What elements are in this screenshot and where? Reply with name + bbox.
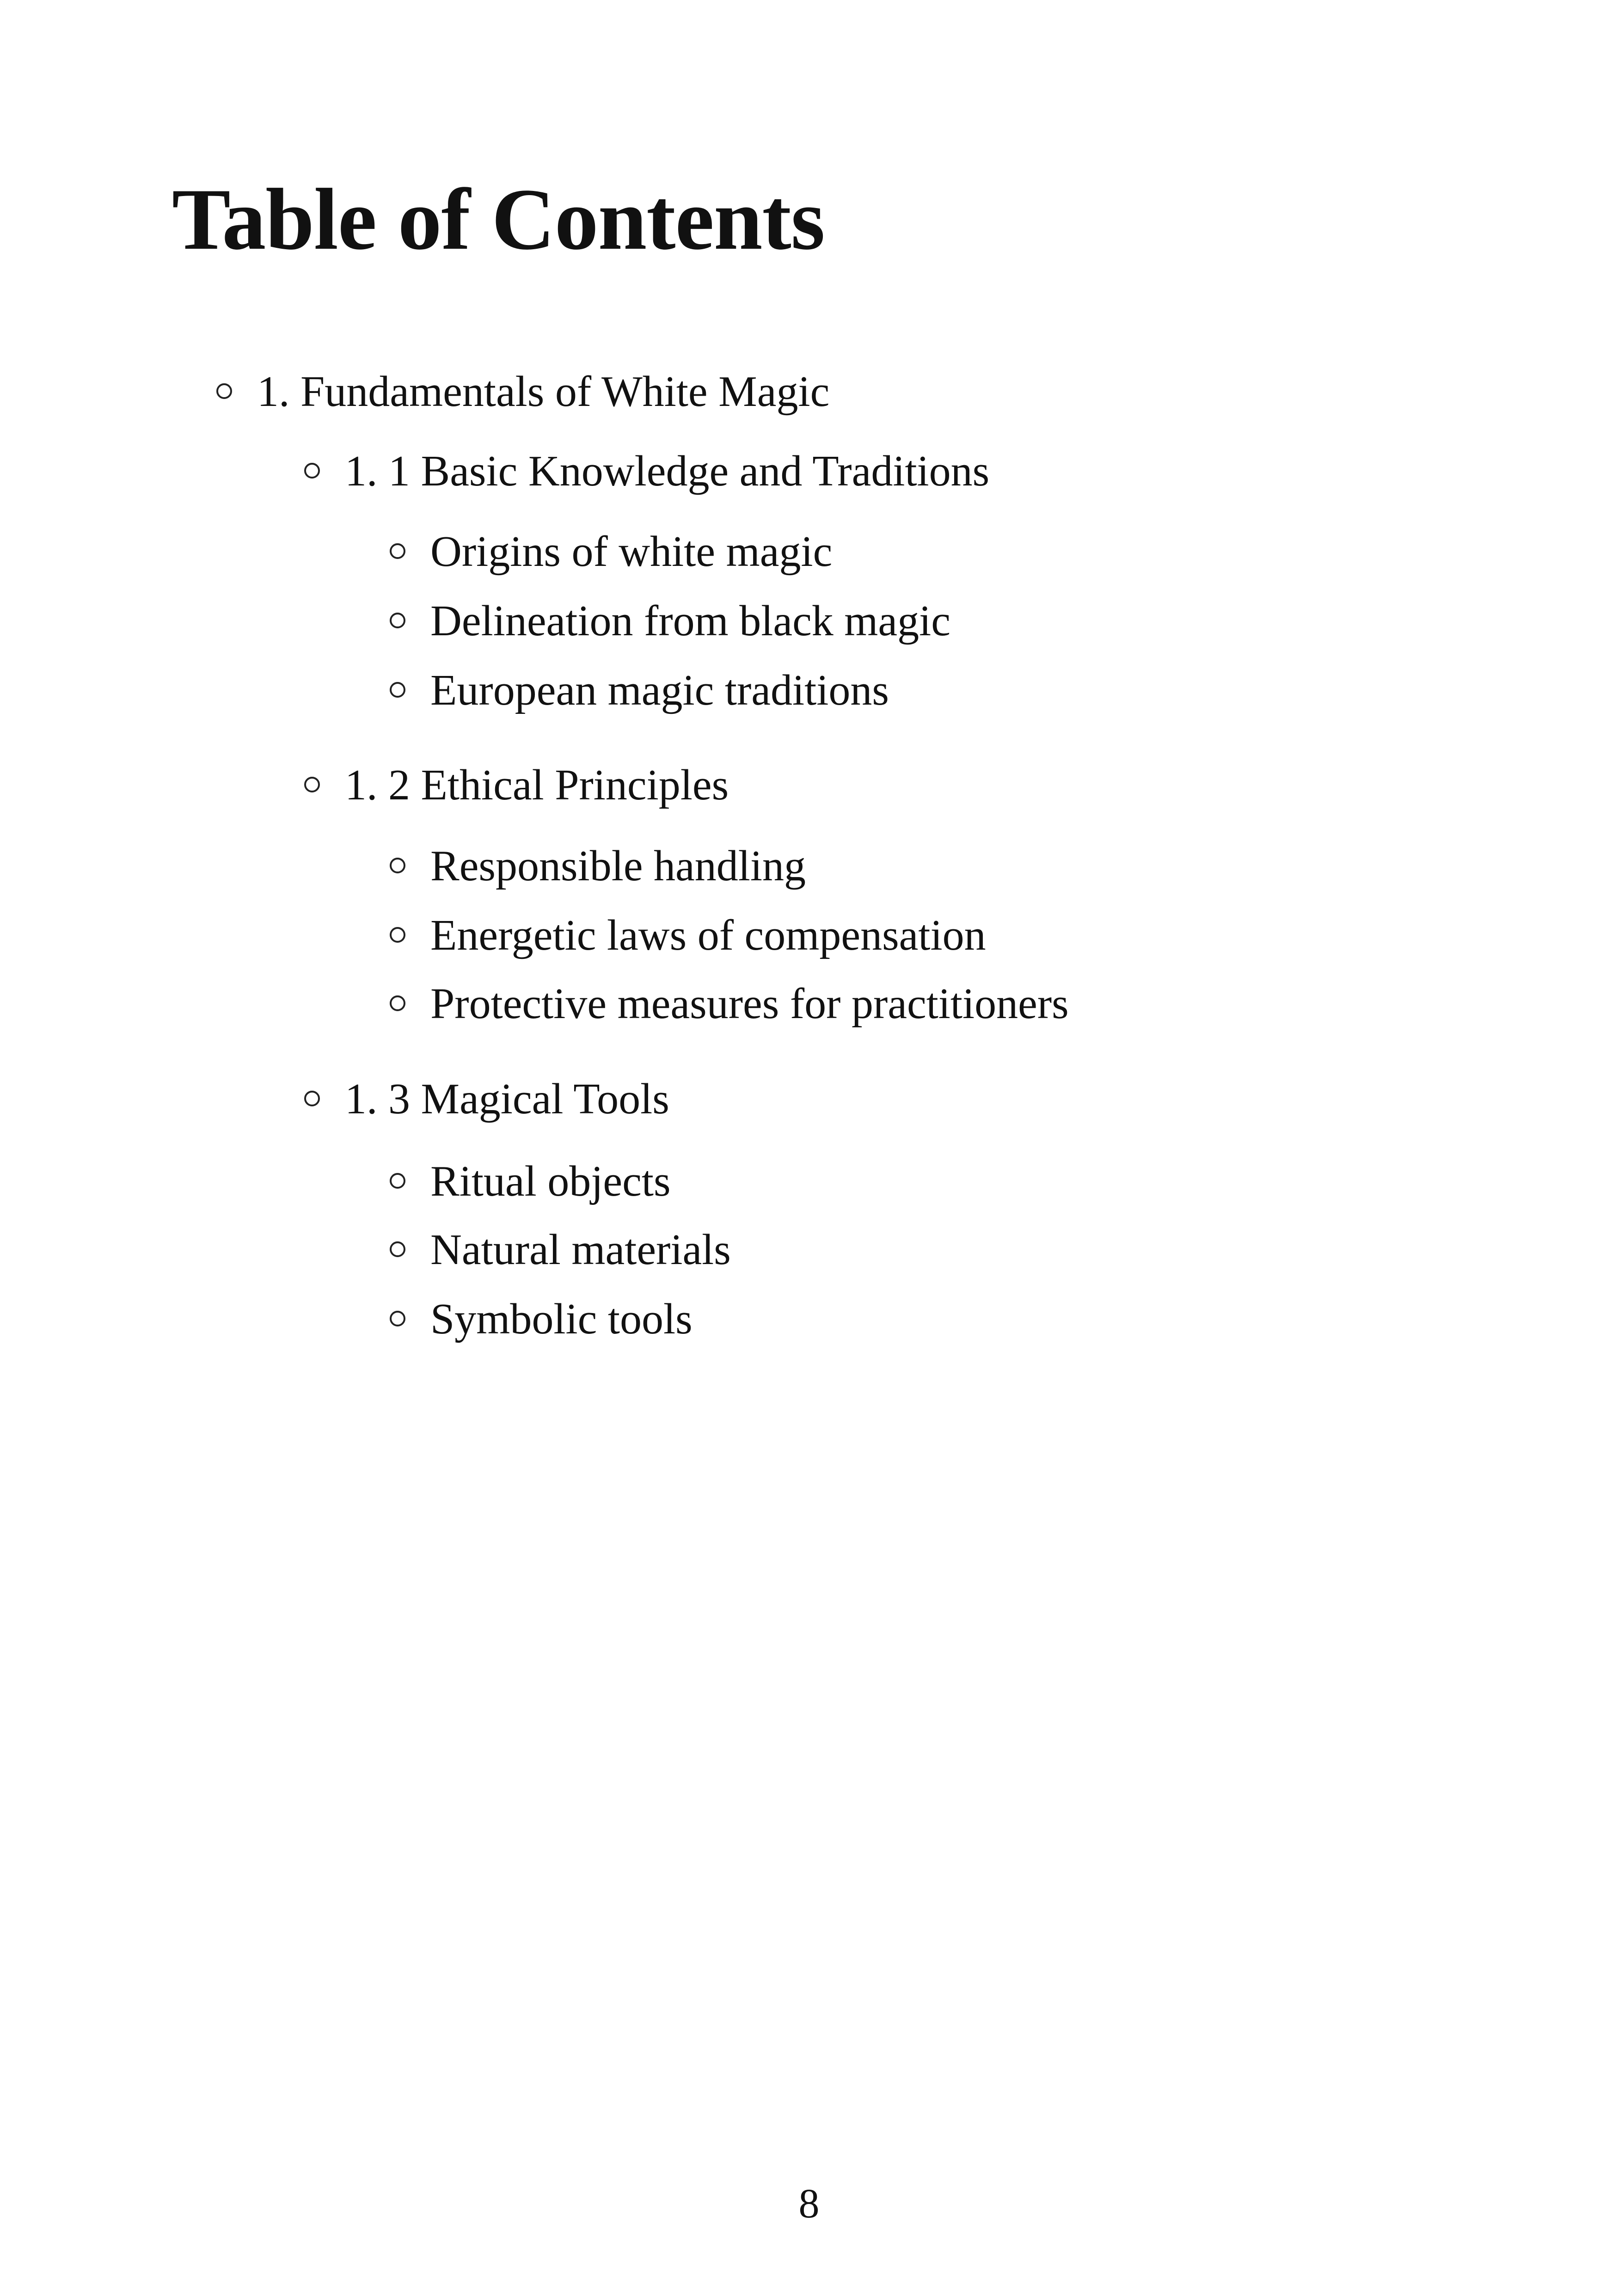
toc-item-entry[interactable]	[390, 1226, 731, 1274]
toc-item-label: Symbolic tools	[430, 1295, 693, 1343]
toc-item-entry[interactable]	[390, 599, 950, 643]
toc-item-label: Responsible handling	[430, 842, 806, 890]
toc-item-label: Protective measures for practitioners	[430, 980, 1069, 1028]
toc-chapter-entry[interactable]	[216, 368, 830, 416]
hollow-circle-bullet-icon	[390, 927, 405, 943]
page-number: 8	[798, 2181, 820, 2227]
hollow-circle-bullet-icon	[390, 543, 405, 559]
page-title: Table of Contents	[172, 171, 825, 268]
toc-item-label: Energetic laws of compensation	[430, 911, 986, 959]
toc-item-entry[interactable]	[390, 528, 833, 576]
hollow-circle-bullet-icon	[304, 777, 320, 792]
hollow-circle-bullet-icon	[390, 613, 405, 628]
toc-section-entry[interactable]	[304, 1077, 669, 1121]
toc-item-entry[interactable]	[390, 666, 889, 714]
toc-item-entry[interactable]	[390, 1297, 693, 1341]
toc-item-entry[interactable]	[390, 1157, 671, 1205]
hollow-circle-bullet-icon	[304, 1091, 320, 1106]
toc-item-label: Origins of white magic	[430, 528, 833, 576]
toc-item-label: European magic traditions	[430, 666, 889, 714]
hollow-circle-bullet-icon	[390, 682, 405, 698]
hollow-circle-bullet-icon	[390, 1173, 405, 1189]
toc-chapter-label: 1. Fundamentals of White Magic	[257, 368, 830, 416]
toc-section-label: 1. 2 Ethical Principles	[345, 761, 729, 809]
toc-item-entry[interactable]	[390, 844, 806, 888]
hollow-circle-bullet-icon	[216, 383, 232, 399]
toc-section-entry[interactable]	[304, 763, 729, 807]
hollow-circle-bullet-icon	[390, 1241, 405, 1257]
toc-item-label: Natural materials	[430, 1226, 731, 1274]
toc-item-label: Delineation from black magic	[430, 597, 950, 645]
toc-section-entry[interactable]	[304, 449, 989, 493]
hollow-circle-bullet-icon	[390, 1311, 405, 1326]
hollow-circle-bullet-icon	[390, 858, 405, 873]
toc-section-label: 1. 3 Magical Tools	[345, 1075, 669, 1123]
hollow-circle-bullet-icon	[390, 995, 405, 1011]
toc-item-label: Ritual objects	[430, 1157, 671, 1205]
toc-section-label: 1. 1 Basic Knowledge and Traditions	[345, 447, 990, 495]
hollow-circle-bullet-icon	[304, 463, 320, 479]
toc-item-entry[interactable]	[390, 980, 1069, 1028]
toc-item-entry[interactable]	[390, 911, 986, 959]
